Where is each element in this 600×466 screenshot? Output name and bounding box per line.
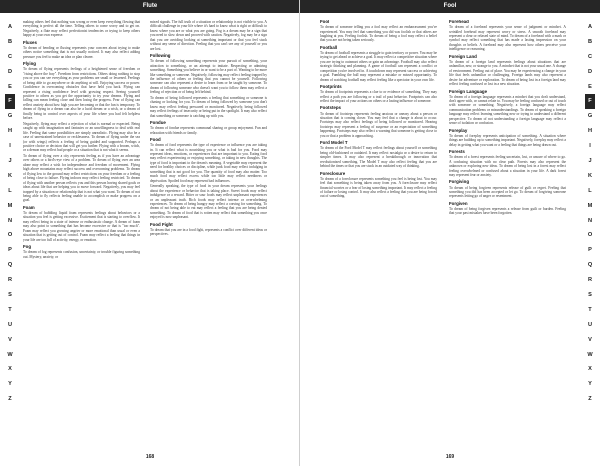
- alphabet-letter-n[interactable]: N: [7, 217, 13, 224]
- alphabet-letter-q[interactable]: Q: [7, 262, 13, 269]
- entry-text: To dream of a forest represents feeling uncertain, lost, or unsure of where to go. A confusing situation with no clear path. Forests may also represent the unknown or exploring new ideas. To dream of being lost in a forest may reflect feeling overwhelmed or confused about a situation in your life. A dark forest may represent fear or anxiety.: [449, 155, 566, 178]
- alphabet-letter-q[interactable]: Q: [587, 262, 593, 269]
- entry-heading: Forgiving: [449, 179, 470, 185]
- alphabet-letter-y[interactable]: Y: [8, 381, 12, 388]
- alphabet-letter-z[interactable]: Z: [8, 396, 12, 403]
- alphabet-letter-g[interactable]: G: [7, 113, 13, 120]
- alphabet-letter-f[interactable]: F: [585, 94, 595, 109]
- alphabet-letter-d[interactable]: D: [7, 68, 13, 75]
- entry-text: To dream of someone telling you a fool may reflect an embarrassment you've experienced. You may feel that something you did was foolish or that others are laughing at you. Feeling foolish. To dream of being a fool may reflect a belief that you are not being taken seriously.: [320, 25, 437, 43]
- alphabet-letter-r[interactable]: R: [587, 277, 593, 284]
- alphabet-letter-j[interactable]: J: [588, 158, 592, 165]
- alphabet-letter-d[interactable]: D: [587, 68, 593, 75]
- left-page-number: 168: [145, 454, 155, 460]
- entry-text: To dream of flying over a city represents feeling as if you have an advantage over others or a bird's-eye view of a problem. To dream of flying over an area alone may reflect a wish for independence and freedom of movement. Flying high above mountains may reflect success and overcoming problems. To dream of flying low to the ground may reflect restrictions on your freedom or a feeling of being close to failure. Flying indoors may reflect feeling restricted. To dream of flying with another person reflects you and this person having shared goals or ideas about life that are helping you to move forward. Negatively, you may feel trapped by a situation or relationship that is not what you want. To dream of not being able to fly reflects feeling unable to accomplish or make progress on a goal.: [23, 153, 140, 203]
- entry-text: To dream of being followed represents a feeling that something or someone is chasing or looking for you. To dream of being followed by someone you don't know may reflect feeling pressured or monitored. Negatively, being followed may reflect feelings of insecurity or being put in the spotlight. It may also reflect that something or someone is catching up with you.: [150, 95, 267, 118]
- alphabet-letter-k[interactable]: K: [7, 172, 13, 179]
- entry-text: To dream of foreplay represents anticipation of something. A situation where things are building up to something important. Negatively, foreplay may reflect a delay in getting what you want or a feeling that things are being drawn out.: [449, 133, 566, 147]
- alphabet-letter-g[interactable]: G: [587, 113, 593, 120]
- entry-text: To dream of a foreign language represents a mindset that you don't understand, don't agree with, or cannot relate to. You may be feeling confused or out of touch with someone or something. Negatively, a foreign language may reflect communication problems or misunderstandings. To dream of speaking a foreign language may reflect learning something new or trying to understand a different perspective. To dream of not understanding a foreign language may reflect a sense of isolation or confusion.: [449, 94, 566, 126]
- entry-text: To dream of fog represents confusion, uncertainty, or trouble figuring something out. Mystery, anxiety, or: [23, 250, 140, 259]
- entry-text: To dream of football represents a struggle to gain territory or power. You may be trying to get ahead or achieve a goal. It may reflect a competitive situation where you are trying to outsmart others or gain an advantage. Football may also reflect strategic thinking and planning. A game of football can represent a conflict or competition you're involved in. A touchdown may represent success or achieving a goal. Fumbling the ball may represent a mistake or missed opportunity. To dream of watching football may reflect feeling like a spectator in your own life.: [320, 50, 437, 82]
- alphabet-letter-h[interactable]: H: [587, 128, 593, 135]
- entry-heading: Foreplay: [449, 127, 468, 133]
- alphabet-letter-v[interactable]: V: [588, 336, 592, 343]
- left-alphabet-index: [5, 20, 15, 407]
- alphabet-letter-m[interactable]: M: [587, 202, 593, 209]
- alphabet-letter-f[interactable]: F: [5, 94, 15, 109]
- left-column-1: [23, 20, 140, 445]
- right-header-tab: Fool: [300, 0, 600, 13]
- entry-heading: Fool: [320, 20, 330, 24]
- entry-heading: Forests: [449, 149, 465, 155]
- entry-text: mixed signals. The full truth of a situation or relationship is not visible to you. A difficult challenge in your life where it's hard to know what is right or difficult to know where you are or what you are going. Fog is a dream may be a sign that you need to slow down and proceed with caution. Negatively, fog may be a sign that you are avoiding looking at something important or that you feel stuck without any sense of direction. Feeling that you can't see any of yourself or you are lost.: [150, 20, 267, 51]
- entry-heading: Football: [320, 44, 338, 50]
- entry-text: To dream of the Ford Model T may reflect feelings about yourself or something being old-fashioned or outdated. It may reflect nostalgia or a desire to return to simpler times. It may also represent a breakthrough or innovation that revolutionized something. The Model T may also reflect feeling that you are behind the times or that you are stuck in an outdated way of thinking.: [320, 146, 437, 169]
- alphabet-letter-n[interactable]: N: [587, 217, 593, 224]
- alphabet-letter-i[interactable]: I: [9, 143, 11, 150]
- alphabet-letter-o[interactable]: O: [587, 232, 593, 239]
- alphabet-letter-w[interactable]: W: [587, 351, 593, 358]
- alphabet-letter-t[interactable]: T: [588, 306, 592, 313]
- alphabet-letter-p[interactable]: P: [8, 247, 12, 254]
- entry-heading: Flying: [23, 61, 36, 67]
- alphabet-letter-x[interactable]: X: [588, 366, 592, 373]
- alphabet-letter-l[interactable]: L: [8, 187, 12, 194]
- entry-heading: Ford Model T: [320, 140, 348, 146]
- alphabet-letter-e[interactable]: E: [588, 83, 592, 90]
- entry-heading: Food Fight: [150, 221, 173, 227]
- alphabet-letter-b[interactable]: B: [587, 38, 593, 45]
- right-page-number: 169: [445, 454, 455, 460]
- entry-heading: Foreign Land: [449, 53, 477, 59]
- entry-heading: Food: [150, 137, 161, 143]
- alphabet-letter-c[interactable]: C: [587, 53, 593, 60]
- alphabet-letter-o[interactable]: O: [7, 232, 13, 239]
- alphabet-letter-h[interactable]: H: [7, 128, 13, 135]
- alphabet-letter-z[interactable]: Z: [588, 396, 592, 403]
- entry-text: making others feel that nothing was wrong or even keep everything flowing that everything is perfect all the time. Telling others to come worry and to get on. Negatively, a flute may reflect perfectionist tendencies or trying to keep others happy at your own expense.: [23, 20, 140, 38]
- entry-text: To dream of being forgiven represents a release from guilt or burden. Feeling that your past mistakes have been forgotten.: [449, 206, 566, 216]
- alphabet-letter-p[interactable]: P: [588, 247, 592, 254]
- entry-text: To dream of fondue represents communal sharing or group enjoyment. Fun and relaxation with friends or family.: [150, 126, 267, 135]
- entry-text: To dream of bending or fluxing represents your concern about trying to make others notice something that is not usually noticed. It may also reflect adding pressure you feel to make an idea or plan clearer.: [23, 45, 140, 59]
- alphabet-letter-x[interactable]: X: [8, 366, 12, 373]
- entry-heading: Forgiven: [449, 200, 468, 206]
- alphabet-letter-j[interactable]: J: [8, 158, 12, 165]
- entry-heading: Footprints: [320, 84, 342, 90]
- entry-heading: Forehead: [449, 20, 469, 24]
- alphabet-letter-e[interactable]: E: [8, 83, 12, 90]
- right-column-1: [320, 20, 437, 445]
- entry-heading: Foreign Language: [449, 88, 488, 94]
- entry-heading: Following: [150, 53, 171, 59]
- entry-text: To dream of a foreclosure represents something you feel is being lost. You may feel that something is being taken away from you. A foreclosure may reflect financial worries or a fear of losing something important. It may reflect a feeling of failure or losing control. It may also reflect a feeling that you are being forced out of something.: [320, 176, 437, 199]
- alphabet-letter-s[interactable]: S: [8, 292, 12, 299]
- alphabet-letter-s[interactable]: S: [588, 292, 592, 299]
- alphabet-letter-u[interactable]: U: [587, 321, 593, 328]
- entry-text: To dream of following something represents your pursuit of something, your attraction to something, or an attempt to imitate. Respecting or admiring something. Something you believe in or want to be a part of. Wanting to be more like something or someone. Negatively, following may reflect feeling trapped by the influence of others or feeling that you cannot be yourself. Following someone can also represent a desire to learn from or be taught by someone. To dream of following someone who doesn't want you to follow them may reflect a feeling of rejection or of being left behind.: [150, 59, 267, 95]
- entry-text: To dream that you are in a food fight, represents a conflict over different ideas or perspectives.: [150, 227, 267, 237]
- alphabet-letter-a[interactable]: A: [7, 24, 13, 30]
- entry-text: To dream of footsteps represents feeling anxious or uneasy about a person or situation that is coming closer. You may feel that a change is about to occur. Footsteps may also reflect feelings of being followed or monitored. Hearing footsteps may represent a feeling of suspense or an expectation of something happening. Footsteps may also reflect a warning that someone is getting close to you or that a problem is approaching.: [320, 111, 437, 138]
- entry-heading: Foreclosure: [320, 170, 346, 176]
- alphabet-letter-y[interactable]: Y: [588, 381, 592, 388]
- alphabet-letter-t[interactable]: T: [8, 306, 12, 313]
- alphabet-letter-c[interactable]: C: [7, 53, 13, 60]
- entry-text: To dream of flying represents feelings of a heightened sense of freedom or "rising above the fray". Freedom from restrictions. Others doing nothing to stop you or you can see everything as your problems are small or lessened. Feelings of being able to go anywhere or do anything at will. Enjoying success or power. Confidence in overcoming obstacles that have held you back. Flying can represent a rising confidence level with growing respect. Seeing yourself positive to others as you get the opportunity to try your dreams. Flying and falling can mean feeling close and then losing the progress. Fear of flying can reflect anxiety about how high you are becoming or that the fun is temporary. To dream of flying in a dream can also be a lucid dream or a wish, or a dream of finally being in control over aspects of your life where you had felt helpless before.: [23, 67, 140, 121]
- entry-text: To dream of bubbling liquid foam represents feelings about behaviors or a situation you feel is getting excessive. Excitement that is starting to overflow. It may reflect being in a state of intense or enthusiastic change. A dream of foam may also point to something that has become excessive or that is "too much". Foam may reflect you growing angrier or more emotional than usual or even a situation that is getting out of control. Foam may reflect a feeling that things in your life are too full of activity, energy, or emotion.: [23, 210, 140, 242]
- alphabet-letter-b[interactable]: B: [7, 38, 13, 45]
- entry-text: Generally speaking, the type of food in your dream represents your feelings about the experience or behavior that is taking place. Sweet foods may reflect indulgence or a reward. Bitter or sour foods may reflect unpleasant experiences or an unpleasant truth. Rich foods may reflect intense or overwhelming experiences. To dream of being hungry may reflect a craving for something. To dream of not being able to eat may reflect a feeling that you are being denied something. To dream of food that is rotten may reflect that something you once enjoyed is now unpleasant.: [150, 184, 267, 220]
- entry-heading: Foam: [23, 204, 35, 210]
- alphabet-letter-i[interactable]: I: [589, 143, 591, 150]
- entry-text: To dream of food represents the type of experience or influence you are taking in. It can reflect what is nourishing you or what is bad for you. Food may represent ideas, emotions, or experiences that are important to you. Eating food may reflect experiencing or enjoying something, or taking in new thoughts. The type of food is important to the dream's meaning. A vegetable may represent the need for healthy choices or discipline, while junk food may reflect indulging in something that is not good for you. The quantity of food may also matter. Too much food may reflect excess while too little may reflect neediness or deprivation. Spoiled food may represent bad influences.: [150, 143, 267, 183]
- alphabet-letter-v[interactable]: V: [8, 336, 12, 343]
- entry-heading: Fluxes: [23, 39, 37, 45]
- left-header-tab: Flute: [0, 0, 300, 13]
- entry-text: To dream of a forehead represents your sense of judgment or mindset. A wrinkled forehead may represent worry or stress. A smooth forehead may represent a clear or relaxed state of mind. To dream of a forehead with a mark or symbol may reflect something that has made a lasting impression on your thoughts or beliefs. A forehead may also represent how others perceive your intelligence or reasoning.: [449, 25, 566, 52]
- entry-text: To dream of footprints represents a clue to or evidence of something. They may reflect a path you are following or a trail of past behavior. Footprints can also reflect the impact of your actions on others or a lasting influence of someone.: [320, 90, 437, 104]
- right-alphabet-index: [585, 20, 595, 407]
- alphabet-letter-w[interactable]: W: [7, 351, 13, 358]
- entry-text: Negatively, flying may reflect a rejection of what is normal or expected. Being caught up with imagination and fantasies or an unwillingness to deal with real life. Feeling that some possibilities are simply unrealistic. Flying may also be a case of unrestrained behavior or recklessness. To dream of flying under the sea (or with wings) reflects a feeling of being guided and supported. Perhaps a positive choice or decision that will get you further. Flying with a broom, witch, or a demon may reflect bad people or a situation that is not what it seems.: [23, 121, 140, 153]
- entry-text: To dream of a foreign land represents feelings about situations that are unfamiliar, new, or strange to you. A mindset that is not your usual one. A change of environment. Feeling out of place. You may be experiencing a change in your life that feels unfamiliar or challenging. Foreign lands may also represent a desire for adventure or exploration. To dream of being lost in a foreign land may reflect feeling confused or lost in a new situation.: [449, 59, 566, 87]
- left-column-2: [150, 20, 267, 445]
- entry-heading: Fondue: [150, 120, 166, 126]
- alphabet-letter-r[interactable]: R: [7, 277, 13, 284]
- entry-text: To dream of being forgiven represents release of guilt or regret. Feeling that something you did has been accepted or let go. To dream of forgiving someone represents letting go of anger or resentment.: [449, 185, 566, 199]
- right-column-2: [449, 20, 566, 445]
- alphabet-letter-u[interactable]: U: [7, 321, 13, 328]
- entry-heading: Footsteps: [320, 105, 341, 111]
- right-page: [300, 0, 600, 466]
- alphabet-letter-k[interactable]: K: [587, 172, 593, 179]
- alphabet-letter-m[interactable]: M: [7, 202, 13, 209]
- entry-heading: Fog: [23, 244, 32, 250]
- alphabet-letter-a[interactable]: A: [587, 24, 593, 30]
- alphabet-letter-l[interactable]: L: [588, 187, 592, 194]
